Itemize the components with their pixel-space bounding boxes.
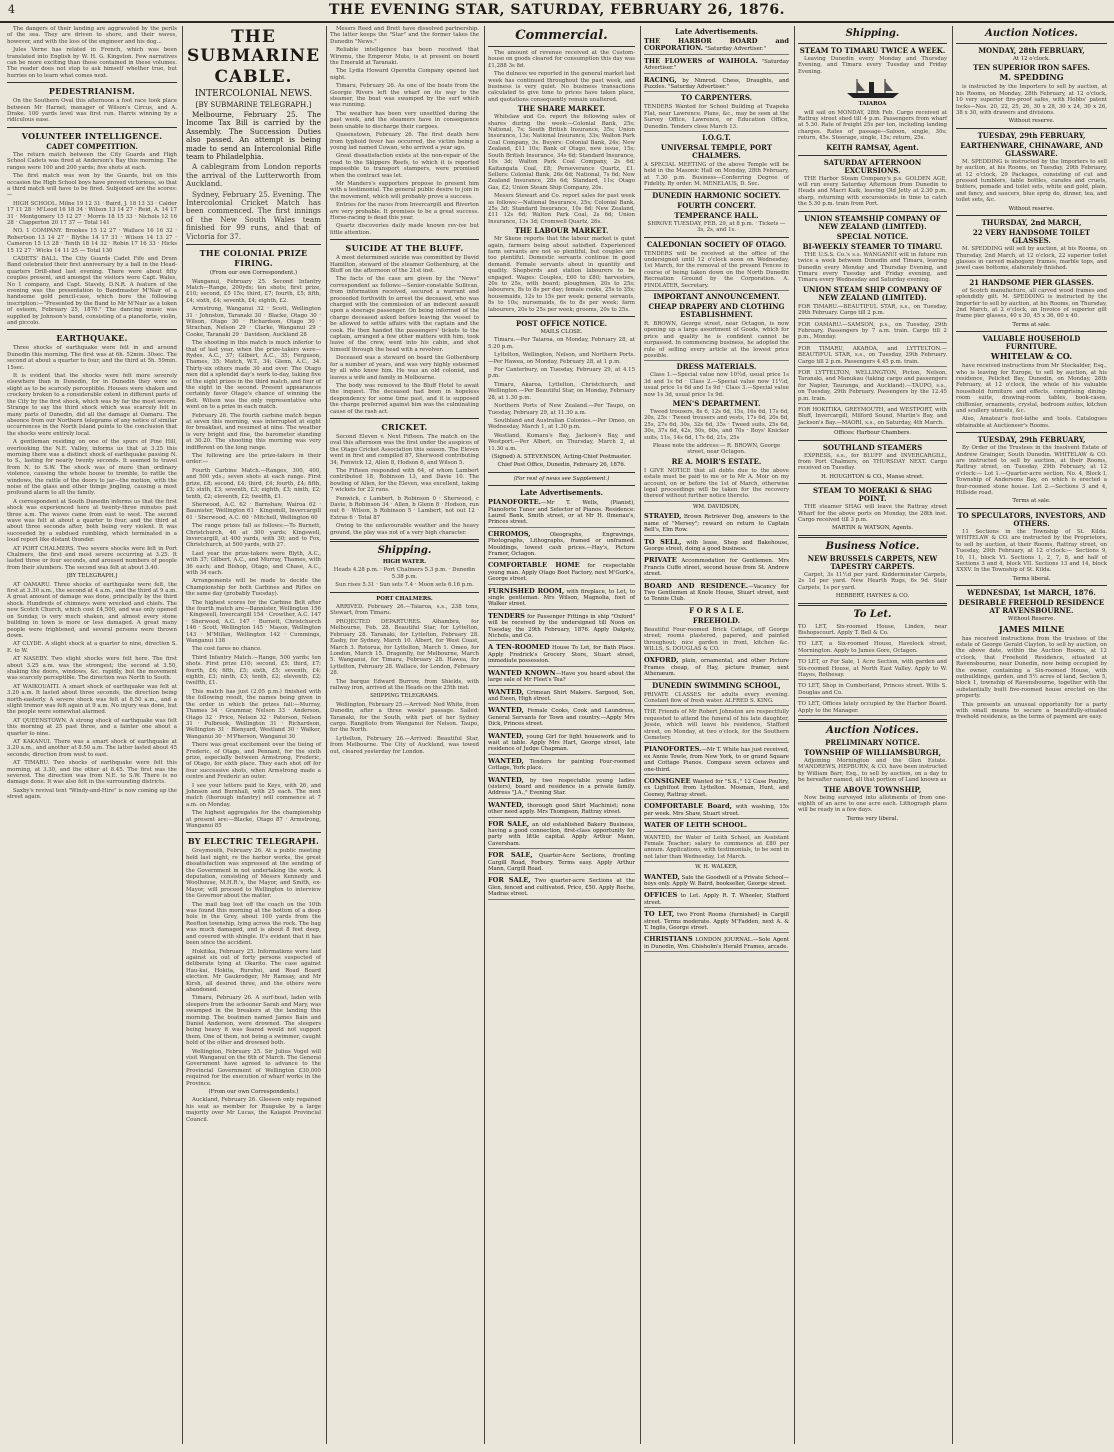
cable-body: Melbourne, February 25. The Income Tax Bill is carried by the Assembly. The Succession Duties also passed. An attempt is being made to send an Intercolonial Rifle team to Philadelphia.: [186, 110, 321, 162]
temple-heading: UNIVERSAL TEMPLE, PORT CHALMERS.: [660, 143, 773, 161]
column-1: The dangers of their landing are aggravated by the perils of the sea. They are driven to shore, and their waves, however, and with the loss of the engineer and his dog... Jules Verne has related in French, which was been translated into English by W. H. G. Kingston. Few narratives can be more exciting than those contained in these volumes. The reader does not stop to ask himself whether true, but hurries on to learn what comes next. PEDESTRIANISM. On the Southern Oval this afternoon a foot race took place between Mr Harnet, manager of Wilson's Circus, and A. Drake. 100 yards level was first run. Harris winning by a ridiculous ease. VOLUNTEER INTELLIGENCE. CADET COMPETITION. The return match between the City Guards and High School Cadets was fired at Anderson's Bay this morning. The ranges were 100 and 200 yards; five shots at each. The first match was won by the Guards, but on this occasion the High School boys have proved victorious, so that a third match will have to be fired. Subjoined are the scores:— HIGH SCHOOL. Milne 19 12 31 · Baird, J. 18 13 33 · Calder 17 11 28 · M'Leod 16 18 34 · Wilson 13 14 27 · Reid, A. 14 17 31 · Montgomery 15 12 27 · Morris 18 15 33 · Nichols 12 16 28 · Clapperton 20 17 37 — Total 141 NO. 1 COMPANY. Brookes 15 12 27 · Wallace 16 16 32 · Robertson 13 14 27 · Blythe 14 17 31 · Wilson 14 13 27 · Cameron 15 13 28 · Tenth 18 14 32 · Robin 17 16 33 · Hicks 15 12 27 · Wicks 14 11 25 — Total 130 CADETS' BALL. The City Guards Cadet Fife and Drum Band celebrated their first anniversary by a ball in the Head-quarters Drill-shed last evening. There were about fifty couples present, and amongst the visitors were Capt. Wales, No 1 company, and Capt. Stavely, D.N.R. A feature of the evening was the presentation to Bandmaster M'Nair of a handsome gold pencil-case, which bore the following inscription:—"Presented by the Band to Mr M'Nair as a token of esteem, February 25, 1876." The dancing music was supplied by Johnson's band, consisting of a pianoforte, violin, and piccolo. EARTHQUAKE. Three shocks of earthquake were felt in and around Dunedin this morning. The first was at 6h. 52min. 30sec. The second at about a quarter to four, and the third at 5h. 59min. 15sec. It is evident that the shocks were felt more severely elsewhere than in Dunedin, for in Dunedin they were so slight as to be scarcely perceptible. Houses were shaken and crockery broken to a considerable extent in different parts of the City by the first shock, which was by far the most severe. Strange to say the third shock which was scarcely felt in many parts of Dunedin, did all the damage at Oamaru. The absence from our Northern telegrams of any notice of similar occurrences in the North Island points to the conclusion that the shocks were entirely local. A gentleman residing on one of the spurs of Pine Hill, overlooking the N.E. Valley, informs us that at 3.25 this morning there was a distinct shock of earthquake passing N. to S., lasting for nearly twenty seconds. It seemed to travel from N. to S.W. The shock was of more than ordinary violence, causing the whole house to tremble, to rattle the windows, the rattle of the doors to jar—the motion, with the noise of the glass and other things jingling, causing a most profound alarm to all the family. A correspondent at South Dunedin informs us that the first shock was experienced here at twenty-three minutes past three a.m. The waves came from east to west. The second wave was felt at about a quarter to four, and the third at about three seconds after, both being very violent. It was succeeded by a subdued rumbling, which terminated in a loud report like distant thunder. AT PORT CHALMERS. Two severe shocks were felt in Port Chalmers, the first and most severe occurring at 3.25. It lasted three or four seconds, and aroused numbers of people from their slumbers. The second was felt at about 3.40. [BY TELEGRAPH.] AT OAMARU. Three shocks of earthquake were felt, the first at 3.30 a.m., the second at 4 a.m., and the third at 9 a.m. A great amount of damage was done, principally by the third shock. Hundreds of chimneys were wrecked and chiefs. The new Scotch Church, which cost £4,500, and was only opened on Sunday, is very much shaken, and almost every stone building in town is more or less damaged. A great many people were frightened, and several persons were thrown down. AT CLYDE. A slight shock at a quarter to nine, direction S. E. to W. AT NASEBY. Two slight shocks were felt here. The first about 3.25 a.m. was the strongest; the second at 3.50, shaking the doors, windows, &c. rapidly, but the movement was scarcely perceptible. The direction was North to South. AT WAIKOUAITI. A smart shock of earthquake was felt at 3.20 a.m. It lasted about three seconds, the direction being north-easterly. A severe shock was felt at 8.50 a.m., and a slight tremor was felt again at 9 a.m. No injury was done, but the people were somewhat alarmed. AT QUEENSTOWN. A strong shock of earthquake was felt this morning at 25 past three, and a fainter one about a quarter to nine. AT KAKANUI. There was a smart shock of earthquake at 3.20 a.m., and another at 8.50 a.m. The latter lasted about 45 seconds; direction from west to east. AT TIMARU. Two shocks of earthquake were felt this morning, at 3.30, and the other at 8.45. The first was the severest. The direction was from N.E. to S.W. There is no damage done. It was also felt in the surrounding districts. Saxby's revival tent "Windy-and-Hire" is now coming up the street again.: [7, 26, 177, 801]
monday-time: At 12 o'clock.: [1013, 56, 1050, 62]
pier-glasses-heading: 21 HANDSOME PIER GLASSES.: [969, 277, 1094, 287]
suicide-heading: SUICIDE AT THE BLUFF.: [345, 243, 464, 254]
earthquake-body: Three shocks of earthquake were felt in and around Dunedin this morning. The first was at 6h. 52min. 30sec. The second at about a quarter to four, and the third at 5h. 59min. 15sec.: [7, 345, 177, 371]
clothing-heading: CHEAP DRAPERY AND CLOTHING ESTABLISHMENT.: [648, 301, 785, 319]
late-ads-heading-2: Late Advertisements.: [675, 27, 758, 36]
pedestrianism-heading: PEDESTRIANISM.: [48, 86, 136, 97]
cable-heading-1: THE SUBMARINE: [186, 27, 321, 66]
moeraki-heading: STEAM TO MOERAKI & SHAG POINT.: [812, 486, 933, 504]
household-furniture-heading: VALUABLE HOUSEHOLD FURNITURE.: [982, 334, 1081, 352]
taiaroa-ship-name: TAIAROA: [858, 101, 887, 108]
auction-notices-heading-col6: Auction Notices.: [826, 724, 919, 736]
terms-note: Terms very liberal.: [846, 815, 899, 822]
without-reserve: Without reserve.: [1008, 205, 1055, 212]
above-township-heading: THE ABOVE TOWNSHIP,: [823, 784, 922, 794]
temperance-heading: TEMPERANCE HALL.: [674, 210, 759, 220]
cadet-body: The return match between the City Guards and High School Cadets was fired at Anderson's Bay this morning. The ranges were 100 and 200 yards; five shots at each.: [7, 151, 177, 171]
biweekly-heading: BI-WEEKLY STEAMER TO TIMARU.: [802, 241, 943, 251]
monday-date: MONDAY, 28th FEBRUARY,: [978, 46, 1085, 55]
masthead-rule: [0, 21, 1114, 23]
walker-signature: W. H. WALKER,: [695, 864, 738, 871]
timaru-steam-heading: STEAM TO TIMARU TWICE A WEEK.: [799, 46, 946, 55]
whitelaw-name: WHITELAW & CO.: [990, 351, 1073, 362]
volunteer-heading: VOLUNTEER INTELLIGENCE.: [21, 130, 163, 141]
mens-heading: MEN'S DEPARTMENT.: [672, 399, 761, 408]
concert-heading: FOURTH CONCERT.: [677, 200, 756, 210]
residence-heading: DESIRABLE FREEHOLD RESIDENCE AT RAVENSBOURNE.: [958, 598, 1105, 616]
williamsburgh-heading: TOWNSHIP OF WILLIAMSBURGH,: [803, 747, 942, 757]
tuesday2-date: TUESDAY, 29th FEBRUARY,: [977, 435, 1086, 445]
wednesday-date: WEDNESDAY, 1st MARCH, 1876.: [967, 588, 1096, 598]
share-market-heading: THE SHARE MARKET.: [517, 104, 606, 114]
port-chalmers-heading: PORT CHALMERS.: [376, 595, 433, 602]
article-intro: The dangers of their landing are aggravated by the perils of the sea. They are driven to shore, and their waves, however, and with the loss of the engineer and his dog...: [7, 26, 177, 45]
earthquake-heading: EARTHQUAKE.: [56, 333, 128, 344]
union2-heading: UNION STEAM SHIP COMPANY OF NEW ZEALAND (LIMITED).: [802, 284, 943, 302]
intercolonial-subheading: INTERCOLONIAL NEWS.: [194, 89, 313, 99]
column-3: Messrs Reed and Brett have dissolved partnership. The latter keeps the "Star" and the former takes the Dunedin "News." Reliable intelligence has been received that Wiremu, the Emperor Mute, is at present on board the Emerald at Taranaki. The Lydia Howard Operetta Company opened last night. Timaru, February 26. As one of the boats from the Georgie Rivers left the wharf on its way to the steamer, the boat was swamped by the surf which was running. The weather has been very unsettled during the past week, and the steamers have in consequence been unable to discharge their cargoes. Queenstown, February 26. The first death here from typhoid fever has occurred, the victim being a young lad named Cowan, who arrived a year ago. Great dissatisfaction exists at the non-repair of the road to the Skippers Reefs, to which it is reported impossible to transport stampers, were promised when the contract was let. Mr Manders's supporters propose to present him with a testimonial. The general public desire to join in the movement, which will probably prove a success. Entries for the races from Invercargill and Riverton are very probable. It promises to be a great success. Horse-racing is dead this year. Quartz discoveries daily made known rev-ive but little attention. SUICIDE AT THE BLUFF. A most determined suicide was committed by David Hamilton, steward of the steamer Gothenburg, at the Bluff on the afternoon of the 21st inst. The facts of the case are given by the "News" correspondent as follows:—Senior-constable Sullivan, from information received, secured a warrant and proceeded forthwith to arrest the deceased, who was charged with the commission of an indecent assault upon a steerage passenger. On being informed of the charge deceased asked before leaving the vessel to be allowed to settle affairs with the captain and the cook. He then handed the passengers' tickets to the captain, arranged a few other matters with him, took leave of the crew, went into his cabin, and shot himself through the head with a revolver. Deceased was a steward on board the Gothenburg for a number of years, and was very highly esteemed by all who knew him. He was an old colonist, and leaves a wife and family in Melbourne. The body was removed to the Bluff Hotel to await the inquest. The deceased had been in hopeless despondency for some time past, and it is supposed the charge preferred against him was the culminating cause of the rash act. CRICKET. Second Eleven v. Next Fifteen. The match on the oval this afternoon was the first under the auspices of the Otago Cricket Association this season. The Eleven went in first and compiled 87, Sherwood contributing 34, Fenwick 12, Allen 8, Hodson 6, and Wilson 5. The Fifteen responded with 64, of whom Lambert contributed 18, Robinson 13, and Davie 10. The bowling of Allen, for the Eleven, was excellent, taking 7 wickets for 22 runs. Fenwick, c Lambert, b Robinson 0 · Sherwood, c Davie, b Robinson 34 · Allen, b Glenn 8 · Hodson, run out 6 · Wilson, b Robinson 5 · Lambert, not out 12 · Extras 6 · Total 87 Owing to the unfavourable weather and the heavy ground, the play was not of a very high character. Shipping. HIGH WATER. Heads 4.28 p.m. · Port Chalmers 5.3 p.m. · Dunedin 5.38 p.m. Sun rises 5.31 · Sun sets 7.4 · Moon sets 6.16 p.m. PORT CHALMERS. ARRIVED. February 26.—Taiaroa, s.s., 238 tons, Stewart, from Timaru. PROJECTED DEPARTURES. Alhambra, for Melbourne, Feb. 28. Beautiful Star, for Lyttelton, February 28. Taranaki, for Lyttelton, February 28. Easby, for Sydney, March 10. Albert, for West Coast, March 3. Rotorua, for Lyttelton, March 1. Omeo, for London, March 15. Dragonfly, for Melbourne, March 5. Wanganui, for Timaru, February 28. Hawea, for Lyttelton, February 28. Wallace, for London, February 28. The barque Edward Burrow, from Shields, with railway iron, arrived at the Heads on the 25th inst. SHIPPING TELEGRAMS. Wellington, February 25.—Arrived: Ned White, from Dunedin, after a three weeks' passage. Sailed: Taranaki, for the South, with part of her Sydney cargo. Rangitoto from Wanganui for Nelson. Taupo, for the North. Lyttelton, February 26.—Arrived: Beautiful Star, from Melbourne. The City of Auckland, was towed out, cleared yesterday for London.: [326, 26, 482, 1444]
newspaper-title: THE EVENING STAR, SATURDAY, FEBRUARY 26, 1876.: [329, 2, 785, 18]
special-notice-heading: SPECIAL NOTICE.: [836, 231, 909, 241]
commercial-heading: Commercial.: [515, 28, 608, 43]
auction-notices-heading: Auction Notices.: [985, 28, 1078, 39]
southland-heading: SOUTHLAND STEAMERS: [822, 442, 923, 452]
toilet-glasses-heading: 22 VERY HANDSOME TOILET GLASSES.: [972, 228, 1091, 246]
important-heading: IMPORTANT ANNOUNCEMENT.: [653, 291, 780, 301]
late-ads-heading-1: Late Advertisements.: [520, 488, 603, 498]
cricket-heading: CRICKET.: [381, 421, 428, 432]
davidson-signature: WM. DAVIDSON,: [693, 503, 740, 510]
suicide-body: A most determined suicide was committed by David Hamilton, steward of the steamer Gothenburg, at the Bluff on the afternoon of the 21st inst.: [330, 255, 479, 274]
labour-market-heading: THE LABOUR MARKET.: [514, 226, 609, 236]
cadet-heading: CADET COMPETITION.: [46, 141, 138, 151]
swimming-heading: DUNEDIN SWIMMING SCHOOL,: [652, 680, 781, 690]
martin-watson-agents: MARTIN & WATSON, Agents.: [831, 525, 914, 532]
caledonian-heading: CALEDONIAN SOCIETY OF OTAGO.: [646, 239, 787, 249]
union-heading: UNION STEAMSHIP COMPANY OF NEW ZEALAND (LIMITED).: [804, 213, 941, 231]
for-sale-heading: F O R S A L E.: [689, 605, 744, 615]
cable-byline: [BY SUBMARINE TELEGRAPH.]: [195, 101, 312, 109]
moir-heading: RE A. MOIR'S ESTATE.: [671, 456, 762, 466]
tuesday-date: TUESDAY, 29th FEBRUARY,: [977, 130, 1086, 140]
freehold-heading: FREEHOLD.: [692, 615, 741, 625]
pedestrianism-body: On the Southern Oval this afternoon a foot race took place between Mr Harnet, manager of Wilson's Circus, and A. Drake. 100 yards level was first run. Harris winning by a ridiculous ease.: [7, 98, 177, 124]
steamship-icon: [843, 77, 903, 99]
column-5: Late Advertisements. THE HARBOR BOARD and CORPORATION. "Saturday Advertiser." THE FLOWERS of WAIHOLA. "Saturday Advertiser." RACING, by Nimrod. Chess, Draughts, and Puzzles. "Saturday Advertiser." TO CARPENTERS. TENDERS Wanted for School Building at Tuapeka Flat, near Lawrence. Plans, &c., may be seen at the Survey Office, Lawrence, or Education Office, Dunedin. Tenders close March 13. I.O.G.T. UNIVERSAL TEMPLE, PORT CHALMERS. A SPECIAL MEETING of the above Temple will be held in the Masonic Hall on Monday, 28th February, at 7.30 p.m. Business—Conferring Degree of Fidelity. By order. M. MENELAUS, D. Sec. DUNEDIN HARMONIC SOCIETY. FOURTH CONCERT. TEMPERANCE HALL. SHROVE TUESDAY, FEB. 29, at 8 p.m. · Tickets — 3s, 2s, and 1s. CALEDONIAN SOCIETY OF OTAGO. TENDERS will be received at the office of the undersigned until 12 o'clock noon on Wednesday, 1st March, for the removal of the present Fences in course of being taken down on the North Dunedin Recreation Ground by the Corporation. A. FINDLATER, Secretary. IMPORTANT ANNOUNCEMENT. CHEAP DRAPERY AND CLOTHING ESTABLISHMENT. R. BROWN, George street, near Octagon, is now opening up a large assortment of Goods, which for price and quality he is confident cannot be surpassed. In commencing business, he adopted the rule of selling every article at the lowest price possible. DRESS MATERIALS. Class 1.—Special value now 10½d, usual price 1s 3d and 1s 6d · Class 2.—Special value now 11½d, usual price 1s 6d and 1s 9d · Class 3.—Special value now 1s 3d, usual price 1s 9d. MEN'S DEPARTMENT. Tweed trousers, 8s 6, 12s 6d, 15s, 16s 6d, 17s 6d, 20s, 25s · Tweed trousers and vests, 17s 6d, 20s 6d, 25s, 27s 6d, 30s, 32s 6d, 35s · Tweed suits, 25s 6d, 30s, 37s 6d, 42s, 50s, 60s, and 70s · Boys' Knicker suits, 11s, 14s 6d, 17s 6d, 21s, 25s Please note the address:— R. BROWN, George street, near Octagon. RE A. MOIR'S ESTATE. I GIVE NOTICE that all debts due to the above estate must be paid to me or to Mr A. Moir on my account, on or before the 1st of March, otherwise legal proceedings will be taken for the recovery thereof without further notice thereto. WM. DAVIDSON, STRAYED, Brown Retriever Dog, answers to the name of "Mersey"; reward on return to Captain Bell's, Elm Row. TO SELL, with lease, Shop and Bakehouse, George street, doing a good business. PRIVATE Accommodation for Gentlemen. Mrs Francis Cuffe street, second house from St. Andrew street. BOARD AND RESIDENCE.—Vacancy for Two Gentlemen at Knole House, Stuart street, next to Tennis Club. F O R S A L E. FREEHOLD. Beautiful Four-roomed Brick Cottage, off George street; rooms plastered, papered, and painted throughout; nice garden in front, kitchen &c. WILLS, S. DOUGLAS & CO. OXFORD, plain, ornamental, and other Picture Frames cheap, of Hay, picture framer, next Athenæum. DUNEDIN SWIMMING SCHOOL, PRIVATE CLASSES for adults every evening. Constant flow of fresh water. ALFRED S. KING. THE Friends of Mr Robert Johnston are respectfully requested to attend the funeral of his late daughter, Jessie, which will leave his residence, Stafford street, on Monday, at two o'clock, for the Southern Cemetery. PIANOFORTES.—Mr T. White has just received, ex Annie Towle, from New York, to or grand Square and Cottage Pianos. Compass seven octaves and one-third. CONSIGNEE Wanted for "S.S.," 12 Case Poultry, ex Lightfoot from Lyttelton. Mosman, Hunt, and Ceeney, Rattray street. COMFORTABLE Board, with washing, 15s per week. Mrs Shaw, Stuart street. WATER OF LEITH SCHOOL. WANTED, for Water of Leith School, an Assistant Female Teacher; salary to commence at £80 per annum. Applications, with testimonials, to be sent in not later than Wednesday, 1st March. W. H. WALKER, WANTED, Sale the Goodwill of a Private School—boys only. Apply W. Baird, bookseller, George street. OFFICES to Let. Apply R. T. Wheeler, Stafford street. TO LET, two Front Rooms (furnished) in Cargill street. Terms moderate. Apply M'Fadden, next A. & T. Inglis, George street. CHRISTIANS LONDON JOURNAL.—Sole Agent in Dunedin, Wm. Chisholm's Herald Frames, arcade.: [640, 26, 792, 1444]
business-notice-heading: Business Notice.: [825, 540, 920, 552]
carpets-heading: NEW BRUSSELS CARPETS, NEW TAPESTRY CARPETS.: [807, 553, 938, 571]
shipping-heading: Shipping.: [377, 545, 432, 557]
column-2: THE SUBMARINE CABLE. INTERCOLONIAL NEWS. [BY SUBMARINE TELEGRAPH.] Melbourne, February 25. The Income Tax Bill is carried by the Assembly. The Succession Duties also passed. An attempt is being made to send an Intercolonial Rifle team to Philadelphia. A cablegram from London reports the arrival of the Lutterworth from Auckland. Sydney, February 25. Evening. The Intercolonial Cricket Match has been commenced. The first innings of the New South Wales team finished for 99 runs, and that of Victoria for 37. THE COLONIAL PRIZE FIRING. (From our own Correspondent.) Wanganui, February 25. Second Infantry Match—Range, 200yds; ten shots; first prize, £10; second, £5 15s; third, £7; fourth, £5; fifth, £4; sixth, £4; seventh, £4; eighth, £2. Armstrong, Wanganui 32 · Scott, Wellington 31 · Johnston, Taranaki 30 · Blacke, Otago 30 · Wilson, Otago 30 · Richardson, Otago 30 · Strachan, Nelson 29 · Clarke, Wanganui 29 · Cooke, Taranaki 29 · Davidson, Auckland 28 The shooting in this match is much inferior to that of last year, when the prize-takers were—Rydes, A.C., 37; Gilbert, A.C., 35; Ferguson, Thames, 35; Match, W.T., 34; Glenn, A.C., 34. Thirty-six others made 30 and over. The Otago men did a splendid day's work to-day, taking five of the eight prizes in the third match, and four of the eight in the second. Present appearances certainly favor Otago's chance of winning the Belt. Wilson was the only representative who went on to a prize in each match. February 26. The fourth carbine match began at seven this morning, was interrupted at eight for breakfast, and resumed at nine. The weather is very bright and fine, the barometer standing at 30.20. The shooting this morning was very indifferent on the long range. The following are the prize-takers in their order:— Fourth Carbine Match.—Ranges, 300, 400, and 500 yds.; seven shots at each range. First prize, £8; second, £4; third, £4; fourth, £4; fifth, £3; sixth, £3; seventh, £3; eighth, £3; ninth, £2; tenth, £2; eleventh, £2; twelfth, £1. Sherwood, A.C. 62 · Barnshaw, Wairoa 62 · Baunister, Wellington 61 · Kingsmill, Invercargill 61 · Sherwood, A.C. 60 · Mitchell, Wellington 60 The range prizes fall as follows:—To Burnett, Christchurch, 46 at 300 yards; Kingswell, Invercargill, at 400 yards, with 30; and to Fox, Christchurch, at 500 yards, with 27. Last year the prize-takers were Blyth, A.C., with 37; Gilbert, A.C., and Murray, Thames, with 36 each; and Bishop, Otago, and Chase, A.C., with 34 each. Arrangements will be made to decide the Championship for both Carbines and Rifles on the same day (probably Tuesday). The highest scores for the Carbine Belt after the fourth match are—Bannister, Wellington 156 · Kingswell, Invercargill 154 · Crowther, A.C. 147 · Sherwood, A.C. 147 · Burnett, Christchurch 146 · Scott, Wellington 145 · Mason, Wellington 143 · M'Millan, Wellington 142 · Cummings, Wanganui 138 The cost fares no chance. Third Infantry Match.—Range, 500 yards; ten shots. First prize £10; second, £5; third, £7; fourth, £6; fifth, £5; sixth, £5; seventh, £4; eighth, £3; ninth, £3; tenth, £2; eleventh, £2; twelfth, £1. This match has just (2.05 p.m.) finished with the following result, the names being given in the order in which the prizes fall:—Murray, Thames 34 · Grammar, Nelson 33 · Anderson, Otago 32 · Price, Nelson 32 · Paterson, Nelson 31 · Pulbrook, Wellington 31 · Richardson, Wellington 31 · Blenyard, Westland 30 · Walker, Wanganui 30 · M'Pherson, Wanganui 30 There was great excitement over the tieing of Frederic, of Otago, and Pennant, for the sixth prize, especially between Armstrong, Frederic, of Otago, for sixth place. They each shot off for four successive shots, when Armstrong made a centre and Frederic an outer. I see your letters paid to Keys, with 26, and Johnson and Burnhall, with 25 each. The next match (thorough infantry) will commence at 7 a.m. on Monday. The highest aggregates for the championship at present are:—Blacke, Otago 87 · Armstrong, Wanganui 85 BY ELECTRIC TELEGRAPH. Greymouth, February 26. At a public meeting held last night, re the harbor works, the great dissatisfaction was expressed at the sending of the Government in not undertaking the work. A deputation, consisting of Messrs Kennedy and Woolhouse, M.H.R.'s, the Mayor, and Smith, ex-Mayor, will proceed to Wellington to interview the Governor about the matter. The mail bag lost off the coach on the 10th was found this morning at the bottom of a deep hole in the Grey, about 100 yards from the Reefton township, lying across the rock. The bag was much damaged, and is about 8 feet deep, and covered with shingle. It's evident that it has been since the accident. Hokitika, February 25. Informations were laid against six out of forty persons suspected of deliberate tying at Okarito. The case against Hau-kai, Hokita, Ruruhui, and Road Board election. Mr Gaukrodger, Mr Ramsay, and Mr Kirsh, all desired three, and the others were abandoned. Timaru, February 26. A surf-boat, laden with sleepers from the schooner Sarah and Mary, was swamped in the breakers at the landing this morning. The boatmen named James Bain and Daniel Anderson, were drowned. The sleepers being heavy it was feared would not support them. One of them, not being a swimmer, caught hold of the other and drowned both. Wellington, February 25. Sir Julius Vogel will visit Wanganui on the 6th of March. The General Government have agreed to advance to the Provincial Government of Wellington £30,000 required for the execution of wharf works in the Province. (From our own Correspondents.) Auckland, February 26. Gleeson only regained his seat as member for Ruapuke by a large majority over Mr Lucas, the Kaiapoi Provincial Council.: [182, 26, 324, 1444]
haynes-signature: HERBERT, HAYNES & CO.: [835, 593, 910, 600]
harmonic-heading: DUNEDIN HARMONIC SOCIETY.: [652, 190, 781, 200]
cable-heading-2: CABLE.: [214, 67, 293, 87]
electric-telegraph-heading: BY ELECTRIC TELEGRAPH.: [187, 836, 320, 847]
milne-name: JAMES MILNE: [998, 623, 1065, 634]
column-7: Auction Notices. MONDAY, 28th FEBRUARY, At 12 o'clock. TEN SUPERIOR IRON SAFES. M. SPEDDING is instructed by the Importers to sell by auction, at his Rooms, on Monday, 28th February, at 12 o'clock, 10 very superior fire-proof safes, with Hobbs' patent locks—Nos. 20, 22, 25, 26, 30 x 28, 30 x 24, 30 x 26, 38 x 30, with drawers and divisions. Without reserve. TUESDAY, 29th FEBRUARY, EARTHENWARE, CHINAWARE, AND GLASSWARE. M. SPEDDING is instructed by the Importers to sell by auction, at his Rooms, on Tuesday, 29th February, at 12 o'clock, 29 Packages, consisting of cut and pressed tumblers, table bottles, carafes and cruets, butters, pomade and toilet sets, white and gold, plain, and fancy, and saucers, blue sprig do, dinner, tea, and toilet sets, &c. Without reserve. THURSDAY, 2nd MARCH, 22 VERY HANDSOME TOILET GLASSES. M. SPEDDING will sell by auction, at his Rooms, on Thursday, 2nd March, at 12 o'clock, 22 superior toilet glasses in carved mahogany frames, marble tops, and jewel case bottoms, elaborately finished. 21 HANDSOME PIER GLASSES. of Scotch manufacture, all carved wood frames and splendidly gilt. M. SPEDDING is instructed by the Importer to sell by auction, at his Rooms, on Thursday, 2nd March, at 2 o'clock, an Invoice of superior gilt frame pier glasses, 40 x 30, 45 x 36, 60 x 40. Terms at sale. VALUABLE HOUSEHOLD FURNITURE. WHITELAW & CO. have received instructions from Mr Stockalder, Esq., who is leaving for Europe, to sell by auction, at his residence, Pelichet Bay, Dunedin, on Monday, 28th February, at 12 o'clock, the whole of his valuable household furniture and effects, comprising dining-room suite, drawing-room tables, book-cases, chiffonier, ornaments, crystal, bedroom suites, kitchen and scullery utensils, &c. Also, Amateur's foot-lathe and tools. Catalogues obtainable at Auctioneer's Rooms. TUESDAY, 29th FEBRUARY, By Order of the Trustees in the Insolvent Estate of Andrew Grainger, South Dunedin. WHITELAW & CO. are instructed to sell by auction, at their Rooms, Rattray street, on Tuesday, 29th February, at 12 o'clock:— Lot 1.—Quarter-acre section, No. 4, Block I, Township of Andersons Bay, on which is erected a four-roomed stone house. Lot 2.—Sections 3 and 4, Hillside road. Terms at sale. TO SPECULATORS, INVESTORS, AND OTHERS. 11 Sections in the Township of St. Kilda. WHITELAW & CO. are instructed by the Proprietors, to sell by auction, at their Rooms, Rattray street, on Tuesday, 29th February, at 12 o'clock:— Sections 9, 10, 11, block VI. Sections 1, 2, 7, 8, and half of Sections 3 and 4, block VII. Sections 13 and 14, block XXXV. In the Township of St. Kilda. Terms liberal. WEDNESDAY, 1st MARCH, 1876. DESIRABLE FREEHOLD RESIDENCE AT RAVENSBOURNE. Without Reserve. JAMES MILNE has received instructions from the trustees of the estate of George Gerald Clayton, to sell by auction, on the above date, within the Auction Rooms, at 12 o'clock, that Freehold Residence, situated at Ravensbourne, near Dunedin, now being occupied by the owner, containing a Six-roomed House, with outbuildings, garden, and 5½ acres of land, Section 5, block 1, township of Ravensbourne, together with the substantially built five-roomed house erected on the property. This presents an unusual opportunity for a party with small means to secure a beautifully-situated freehold residence, as the terms of payment are easy.: [952, 26, 1110, 1444]
to-let-heading: To Let.: [853, 608, 892, 620]
post-office-heading: POST OFFICE NOTICE.: [515, 319, 608, 329]
column-4: Commercial. The amount of revenue received at the Custom-house on goods cleared for consumption this day was £1,288 3s 8d. The dulness we reported in the general market last week has continued throughout the past week, and business is very quiet. No business transactions calculated to give tone to prices have taken place, and quotations consequently remain unaltered. THE SHARE MARKET. Whitelaw and Co. report the following sales of shares during the week:—Colonial Bank, 25s; National, 7s; South British Insurance, 35s; Union Insurance, 13s; National Insurance, 33s; Walton Park Coal Company, 3s. Buyers: Colonial Bank, 24s; New Zealand, £11 10s; Bank of Otago, new issue, 15s; South British Insurance, 34s 6d; Standard Insurance, 10s 3d; Walton Park Coal Company, 2s 6d; Kaitangata Coal, £8; Perseverance Quartz, £1. Sellers: Colonial Bank, 26s 6d; National, 7s 6d; New Zealand Insurance, 28s 6d; Standard, 11s; Otago Gas, £2; Union Steam Ship Company, 20s. Messrs Stewart and Co. report sales for past week as follows:—National Insurance, 25s; Colonial Bank, 25s 3d; Standard Insurance, 10s 6d; New Zealand, £11 12s 6d; Walton Park Coal, 2s 6d; Union Insurance, 13s 3d; Cromwell Quartz, 26s. THE LABOUR MARKET. Mr Skene reports that the labour market is quiet again, farmers being about satisfied. Experienced farm servants are not so plentiful, but couples are too plentiful. Domestic servants continue in good demand. Female servants about in quantity and quality. Shepherds and station labourers to be engaged. Wages: Couples, £60 to £80; harvesters, 20s to 25s, with board; ploughmen, 20s to 25s; labourers, 8s to 8s per day; female cooks, 25s to 35s; housemaids, 12s to 15s per week; general servants, 8s to 10s; nursemaids, 6s to 8s per week; farm labourers, 20s to 25s per week; grooms, 20s to 25s. POST OFFICE NOTICE. MAILS CLOSE. Timaru.—Per Taiaroa, on Monday, February 28, at 5.20 p.m. Lyttelton, Wellington, Nelson, and Northern Ports.—Per Hawea, on Monday, February 28, at 1 p.m. For Canterbury, on Tuesday, February 29, at 4.15 p.m. Timaru, Akaroa, Lyttelton, Christchurch, and Wellington.—Per Beautiful Star, on Monday, February 28, at 1.30 p.m. Northern Ports of New Zealand.—Per Taupo, on Tuesday, February 29, at 11.30 a.m. Southland and Australian Colonies.—Per Omeo, on Wednesday, March 1, at 1.30 p.m. Westland, Kumara's Bay, Jackson's Bay, and Westport.—Per Albert, on Thursday, March 2, at 11.30 a.m. (Signed) A. STEVENSON, Acting-Chief Postmaster. Chief Post Office, Dunedin, February 26, 1876. (For rest of news see Supplement.) Late Advertisements. PIANOFORTE.—Mr T. Wells, (Pianist), Pianoforte Tuner and Selector of Pianos. Residence: Laurel Bank, Smith street, or at Mr H. Ilmenau's, Princes street. CHROMOS, Oleographs, Engravings, Photographs, Lithographs, framed or unframed. Mouldings, lowest cash prices.—Hay's, Picture Framer, Octagon. COMFORTABLE HOME for respectable young man. Apply Otago Boot Factory, next M'Gurk's, George street. FURNISHED ROOM, with fireplace, to Let, to single gentleman. Mrs Wilson, Magnolia, foot of Walker street. TENDERS for Passenger Fittings in ship "Oxford" will be received by the undersigned till Noon on Tuesday, the 29th February, 1876. Apply Dalgety, Nichols, and Co. A TEN-ROOMED House To Let, for Bath Place. Apply Fredrick's Grocery Store, Stuart street, immediate possession. WANTED KNOWN—Have you heard about the large sale of Mr Fleet's Tea? WANTED, Crimean Shirt Makers. Sargood, Son, and Ewen, High street. WANTED, Female Cooks, Cook and Laundress, General Servants for Town and country.—Apply Mrs Dick, Princes street. WANTED, young Girl for light housework and to wait at table. Apply Mrs Hart, George street, late residence of Judge Chapman. WANTED, Tenders for painting Four-roomed Cottage, York place. WANTED, by two respectable young ladies (sisters), board and residence in a private family. Address "J.A.," Evening Star. WANTED, thorough good Shirt Machinist; none other need apply. Mrs Thompson, Rattray street. FOR SALE, an old established Bakery Business, having a good connection, first-class opportunity for party with little capital. Apply Arthur Mann, Caversham. FOR SALE, Quarter-Acre Sections, fronting Cargill Road, Forbury. Terms easy. Apply Arthur Mann, Cargill Road. FOR SALE, Two quarter-acre Sections at the Glen, fenced and cultivated. Price, £50. Apply Roche, Madras street.: [484, 26, 638, 1444]
prize-firing-heading: THE COLONIAL PRIZE FIRING.: [199, 248, 308, 269]
column-6: Shipping. STEAM TO TIMARU TWICE A WEEK. Leaving Dunedin every Monday and Thursday Evening, and Timaru every Tuesday and Friday Evening. TAIAROA will sail on MONDAY, 28th Feb. Cargo received at Rattray street shed till 4 p.m. Passengers from wharf at 5.30. Rate of freight 25s per ton, including landing charges. Rates of passage—Saloon, single, 30s; return, 45s. Steerage, single, 15s; return, 25s. KEITH RAMSAY, Agent. SATURDAY AFTERNOON EXCURSIONS. THE Harbor Steam Company's p.s. GOLDEN AGE, will run every Saturday Afternoon from Dunedin to Heads and Macri Kaik, leaving Old Jetty at 2.30 p.m. sharp, returning with excursionists in time to catch the 5.30 p.m. train from Port. UNION STEAMSHIP COMPANY OF NEW ZEALAND (LIMITED). SPECIAL NOTICE. BI-WEEKLY STEAMER TO TIMARU. THE U.S.S. Co.'s s.s. WANGANUI will in future run twice a week between Dunedin and Timaru, leaving Dunedin every Monday and Thursday Evening, and Timaru every Tuesday and Friday evening, and Timaru every Wednesday and Saturday evening. UNION STEAM SHIP COMPANY OF NEW ZEALAND (LIMITED). FOR TIMARU.—BEAUTIFUL STAR, s.s., on Tuesday, 29th February. Cargo till 2 p.m. FOR OAMARU.—SAMSON, p.s., on Tuesday, 29th February. Passengers by 7 a.m. train. Cargo till 2 p.m., Monday. FOR TIMARU, AKAROA, and LYTTELTON.—BEAUTIFUL STAR, s.s., on Tuesday, 29th February. Cargo till 2 p.m. Passengers 4.45 p.m. train. FOR LYTTELTON, WELLINGTON, Picton, Nelson, Taranaki, and Manukau (taking cargo and passengers for Napier, Tauranga, and Auckland).—TAUPO, s.s., on Tuesday, 29th February. Passengers by the 12.45 p.m. train. FOR HOKITIKA, GREYMOUTH, and WESTPORT, with Bluff, Invercargill, Milford Sound, Martin's Bay, and Jackson's Bay.—MAORI, s.s., on Saturday, 4th March. Offices: Harbour Chambers. SOUTHLAND STEAMERS EXPRESS, s.s., for BLUFF and INVERCARGILL, from Port Chalmers, on THURSDAY NEXT. Cargo received on Tuesday. H. HOUGHTON & CO., Manse street. STEAM TO MOERAKI & SHAG POINT. THE steamer SHAG will leave the Rattray street Wharf for the above ports on Monday, the 28th inst. Cargo received till 3 p.m. MARTIN & WATSON, Agents. Business Notice. NEW BRUSSELS CARPETS, NEW TAPESTRY CARPETS. Carpet, 3s 11½d per yard. Kidderminster Carpets, 2s 1d per yard. New Hearth Rugs, 6s 9d. Stair Carpets, 1s per yard. HERBERT, HAYNES & CO. To Let. TO LET, Six-roomed House, Linden, near Bishopscourt. Apply T. Bell & Co. TO LET, a Six-roomed House, Havelock street, Mornington. Apply to James Gore, Octagon. TO LET, or For Sale, 1 Acre Section, with garden and Six-roomed House, at North East Valley. Apply to W. Hayes, Rothesay. TO LET, Shop in Cumberland, Princes street. Wills S. Douglas and Co. TO LET, Offices lately occupied by the Harbor Board. Apply to the Manager. Auction Notices. PRELIMINARY NOTICE. TOWNSHIP OF WILLIAMSBURGH, Adjoining Mornington and the Glen Estate. M'ANDREWS, HEPBURN, & CO. have been instructed by William Barr, Esq., to sell by auction, on a day to be hereafter named, all that portion of Land known as THE ABOVE TOWNSHIP, Now being surveyed into allotments of from one-eighth of an acre to one acre each. Lithograph plans will be ready in a few days. Terms very liberal.: [794, 26, 950, 1444]
masthead: [0, 0, 1114, 20]
preliminary-heading: PRELIMINARY NOTICE.: [825, 737, 920, 747]
safes-heading: TEN SUPERIOR IRON SAFES.: [973, 63, 1090, 73]
carpenters-heading: TO CARPENTERS.: [680, 93, 753, 103]
prize-firing-subheading: (From our own Correspondent.): [209, 270, 298, 277]
thursday-date: THURSDAY, 2nd MARCH,: [981, 218, 1082, 228]
speculators-heading: TO SPECULATORS, INVESTORS, AND OTHERS.: [957, 510, 1106, 528]
page-number: 4: [8, 3, 16, 16]
earthenware-heading: EARTHENWARE, CHINAWARE, AND GLASSWARE.: [960, 140, 1103, 158]
dress-heading: DRESS MATERIALS.: [676, 362, 757, 372]
excursions-heading: SATURDAY AFTERNOON EXCURSIONS.: [823, 157, 922, 175]
high-water-heading: HIGH WATER.: [382, 559, 427, 566]
spedding-name: M. SPEDDING: [999, 72, 1064, 83]
shipping-heading-col6: Shipping.: [845, 28, 900, 39]
